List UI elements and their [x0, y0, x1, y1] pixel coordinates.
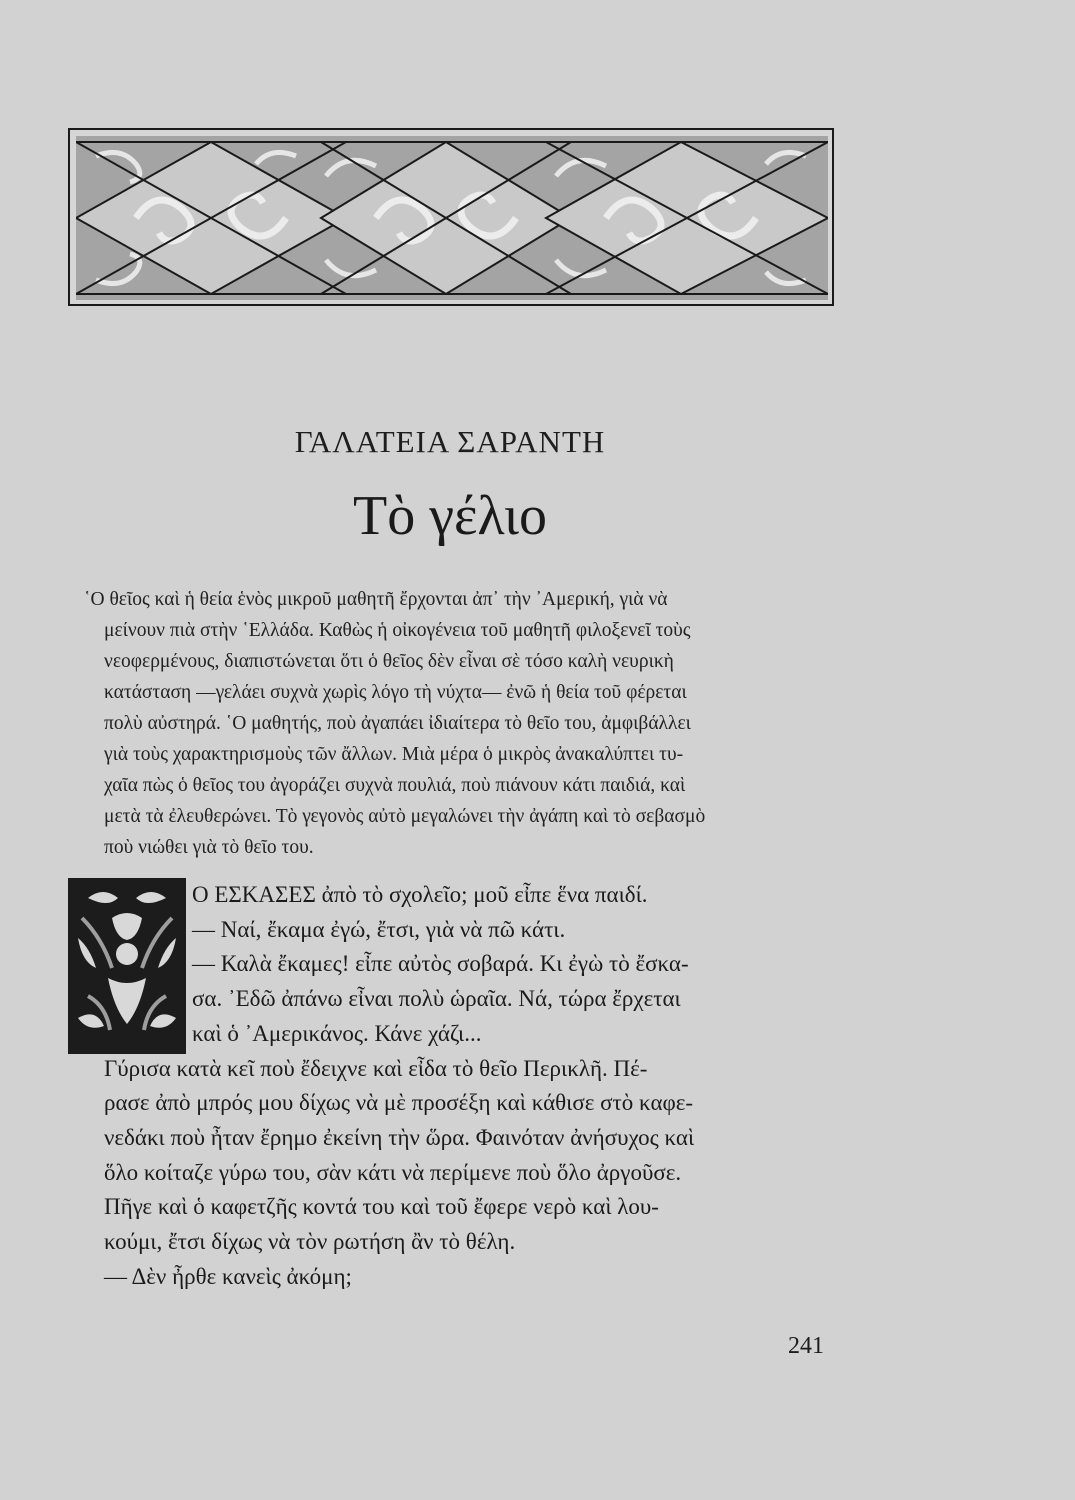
- summary-line: κατάσταση —γελάει συχνὰ χωρὶς λόγο τὴ νύχτα— ἐνῶ ἡ θεία τοῦ φέρεται: [104, 682, 687, 703]
- body-line: Πῆγε καὶ ὁ καφετζῆς κοντά του καὶ τοῦ ἔφερε νερὸ καὶ λου-: [104, 1194, 659, 1220]
- summary-line: μείνουν πιὰ στὴν ῾Ελλάδα. Καθὼς ἡ οἰκογένεια τοῦ μαθητῆ φιλοξενεῖ τοὺς: [104, 620, 691, 641]
- summary-line: νεοφερμένους, διαπιστώνεται ὅτι ὁ θεῖος δὲν εἶναι σὲ τόσο καλὴ νευρικὴ: [104, 651, 674, 672]
- page-number: 241: [788, 1333, 824, 1359]
- body-line: ὅλο κοίταζε γύρω του, σὰν κάτι νὰ περίμενε ποὺ ὅλο ἀργοῦσε.: [104, 1159, 682, 1185]
- summary-line: γιὰ τοὺς χαρακτηρισμοὺς τῶν ἄλλων. Μιὰ μέρα ὁ μικρὸς ἀνακαλύπτει τυ-: [104, 744, 684, 765]
- story-summary: [84, 584, 834, 863]
- body-line: καὶ ὁ ᾿Αμερικάνος. Κάνε χάζι...: [192, 1020, 482, 1046]
- decorative-header-band: [68, 128, 834, 306]
- body-line: Ο ΕΣΚΑΣΕΣ ἀπὸ τὸ σχολεῖο; μοῦ εἶπε ἕνα παιδί.: [192, 882, 648, 907]
- summary-line: ῾Ο θεῖος καὶ ἡ θεία ἑνὸς μικροῦ μαθητῆ ἔρχονται ἀπ᾿ τὴν ᾿Αμερική, γιὰ νὰ: [84, 589, 668, 610]
- summary-line: χαῖα πὼς ὁ θεῖος του ἀγοράζει συχνὰ πουλιά, ποὺ πιάνουν κάτι παιδιά, καὶ: [104, 775, 686, 796]
- body-line: κούμι, ἔτσι δίχως νὰ τὸν ρωτήση ἂν τὸ θέλη.: [104, 1229, 516, 1255]
- body-line: σα. ᾿Εδῶ ἀπάνω εἶναι πολὺ ὡραῖα. Νά, τώρα ἔρχεται: [192, 986, 681, 1012]
- summary-line: πολὺ αὐστηρά. ῾Ο μαθητής, ποὺ ἀγαπάει ἰδιαίτερα τὸ θεῖο του, ἀμφιβάλλει: [104, 713, 691, 734]
- body-line: ρασε ἀπὸ μπρός μου δίχως νὰ μὲ προσέξη καὶ κάθισε στὸ καφε-: [104, 1090, 694, 1116]
- body-line: — Καλὰ ἔκαμες! εἶπε αὐτὸς σοβαρά. Κι ἐγὼ τὸ ἔσκα-: [192, 951, 689, 977]
- ornament-pattern-icon: [76, 136, 828, 300]
- body-line: Γύρισα κατὰ κεῖ ποὺ ἔδειχνε καὶ εἶδα τὸ θεῖο Περικλῆ. Πέ-: [104, 1055, 648, 1081]
- story-title: Τὸ γέλιο: [352, 485, 547, 547]
- body-line: νεδάκι ποὺ ἦταν ἔρημο ἐκείνη τὴν ὥρα. Φαινόταν ἀνήσυχος καὶ: [104, 1124, 695, 1150]
- body-line: — Ναί, ἔκαμα ἐγώ, ἔτσι, γιὰ νὰ πῶ κάτι.: [192, 916, 566, 942]
- author-name: ΓΑΛΑΤΕΙΑ ΣΑΡΑΝΤΗ: [294, 424, 606, 459]
- summary-line: ποὺ νιώθει γιὰ τὸ θεῖο του.: [104, 837, 314, 858]
- body-line: — Δὲν ἦρθε κανεὶς ἀκόμη;: [104, 1263, 352, 1289]
- story-body: [104, 878, 834, 1294]
- summary-line: μετὰ τὰ ἐλευθερώνει. Τὸ γεγονὸς αὐτὸ μεγαλώνει τὴν ἀγάπη καὶ τὸ σεβασμὸ: [104, 806, 706, 827]
